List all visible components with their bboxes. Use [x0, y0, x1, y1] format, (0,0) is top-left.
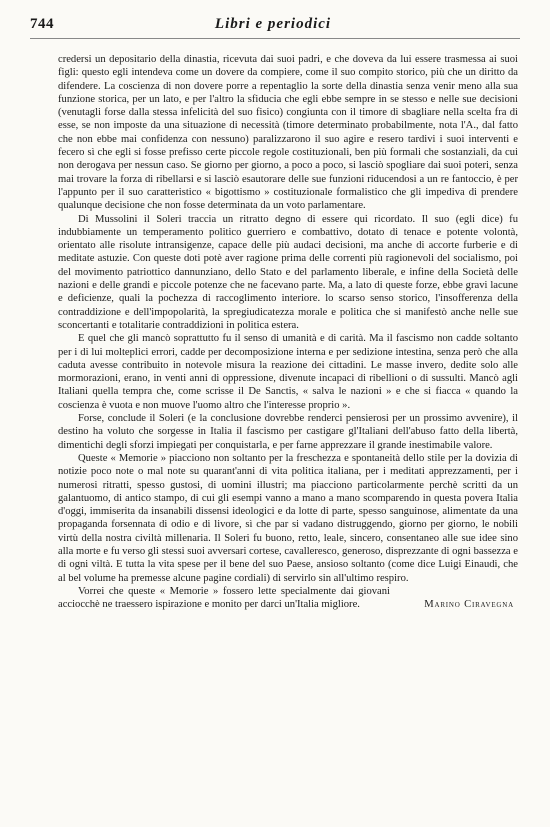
article-body [58, 53, 518, 611]
paragraph-5: Queste « Memorie » piacciono non soltanto per la freschezza e spontaneità dello stile per la dovizia di notizie poco note o mal note su quarant'anni di vita politica italiana, per i meditati apprezzamenti, per i numerosi ritratti, spesso gustosi, di uomini illustri; ma piacciono particolarmente perchè scritti da un galantuomo, di antico stampo, di cui gli esempi vanno a mano a mano scomparendo in questa povera Italia d'oggi, immiserita da insanabili dissensi ideologici e da lotte di parte, spesso sanguinose, alimentate da una propaganda forsennata di odio e di livore, sì che par si vadano distruggendo, giorno per giorno, le nobili virtù della nostra civiltà millenaria. Il Soleri fu buono, retto, leale, sincero, consentaneo alle sue idee sino alla morte e fu verso gli stessi suoi avversari cortese, cavalleresco, generoso, disprezzante di ogni bassezza e di ogni viltà. E tutta la vita spese per il bene del suo Paese, ansioso soltanto (come dice Luigi Einaudi, che al bel volume ha premesse alcune pagine cordiali) di servirlo sin all'ultimo respiro. [58, 452, 518, 584]
author-signature: Marino Ciravegna [424, 599, 514, 611]
paragraph-6: Vorrei che queste « Memorie » fossero lette specialmente dai giovani acciocchè ne traessero ispirazione e monito per darci un'Italia migliore. [58, 585, 390, 611]
paragraph-4: Forse, conclude il Soleri (e la conclusione dovrebbe renderci pensierosi per un prossimo avvenire), il destino ha voluto che sorgesse in Italia il fascismo per castigare gl'Italiani dell'abuso fatto della libertà, dimentichi degli sforzi impiegati per conquistarla, e per farne apprezzare il grande inestimabile valore. [58, 413, 518, 451]
header-rule [30, 38, 520, 39]
closing-block [58, 585, 518, 612]
running-title: Libri e periodici [214, 16, 332, 32]
page-number: 744 [30, 16, 54, 32]
page-header [30, 16, 516, 38]
paragraph-3: E quel che gli mancò soprattutto fu il senso di umanità e di carità. Ma il fascismo non cadde soltanto per i di lui molteplici errori, cadde per decomposizione interna e per sedizione intestina, senza però che alla caduta avesse contribuito in notevole misura la reazione dei cittadini. Le masse invero, dedite solo alle mormorazioni, erano, in venti anni di oppressione, divenute incapaci di ribellioni o di sussulti. Mancò agli Italiani quella tempra che, come scrisse il De Sanctis, « salva le nazioni » e che si fiacca « quando la coscienza è vuota e non muove l'uomo altro che l'interesse proprio ». [58, 333, 518, 411]
paragraph-2: Di Mussolini il Soleri traccia un ritratto degno di essere qui ricordato. Il suo (egli dice) fu indubbiamente un temperamento politico guerriero e combattivo, dotato di tenace e potente volontà, orientato alle risolute intransigenze, capace delle più audaci decisioni, ma anche di accorte furberie e di meditate astuzie. Con queste doti potè aver ragione prima delle correnti più ragionevoli del socialismo, poi del movimento patriottico dannunziano, dello Stato e del parlamento liberale, e infine della Società delle nazioni e delle grandi e piccole potenze che ne facevano parte. Ma, a lato di queste forze, ebbe gravi lacune e deficienze, quali la pochezza di raccoglimento interiore. lo scarso senso storico, l'insofferenza della contraddizione e dell'impopolarità, la spregiudicatezza morale e politica che si manifestò anche nelle sue sconcertanti e totalitarie contraddizioni in politica estera. [58, 213, 518, 331]
paragraph-1: credersi un depositario della dinastia, ricevuta dai suoi padri, e che doveva da lui essere trasmessa ai suoi figli: questo egli intendeva come un dovere da compiere, come il suo compito storico, più che un diritto da difendere. La coscienza di non dovere porre a repentaglio la sorte della dinastia senza venir meno alla sua funzione storica, per un lato, e per l'altro la sfiducia che egli ebbe sempre in se stesso e nelle sue decisioni (venutagli forse dalla stessa infelicità del suo fisico) congiunta con il timore di sbagliare nella scelta fra di esse, se non imposte da una situazione di necessità (timore determinato probabilmente, nota l'A., dal fatto che non ebbe mai confidenza con nessuno) paralizzarono il suo agire e resero tardivi i suoi interventi e fecero sì che egli si fosse prefisso certe piccole regole costituzionali, ben più formali che sostanziali, da cui non derogava per nessun caso. Se giorno per giorno, a poco a poco, si lasciò spogliare dai suoi poteri, senza mai trovare la forza di ribellarsi e si lasciò esautorare delle sue funzioni riducendosi a un re fantoccio, è per l'appunto per il suo caratteristico « bigottismo » costituzionale formalistico che gli impediva di prendere qualunque decisione che non fosse determinata da un voto parlamentare. [58, 54, 518, 212]
